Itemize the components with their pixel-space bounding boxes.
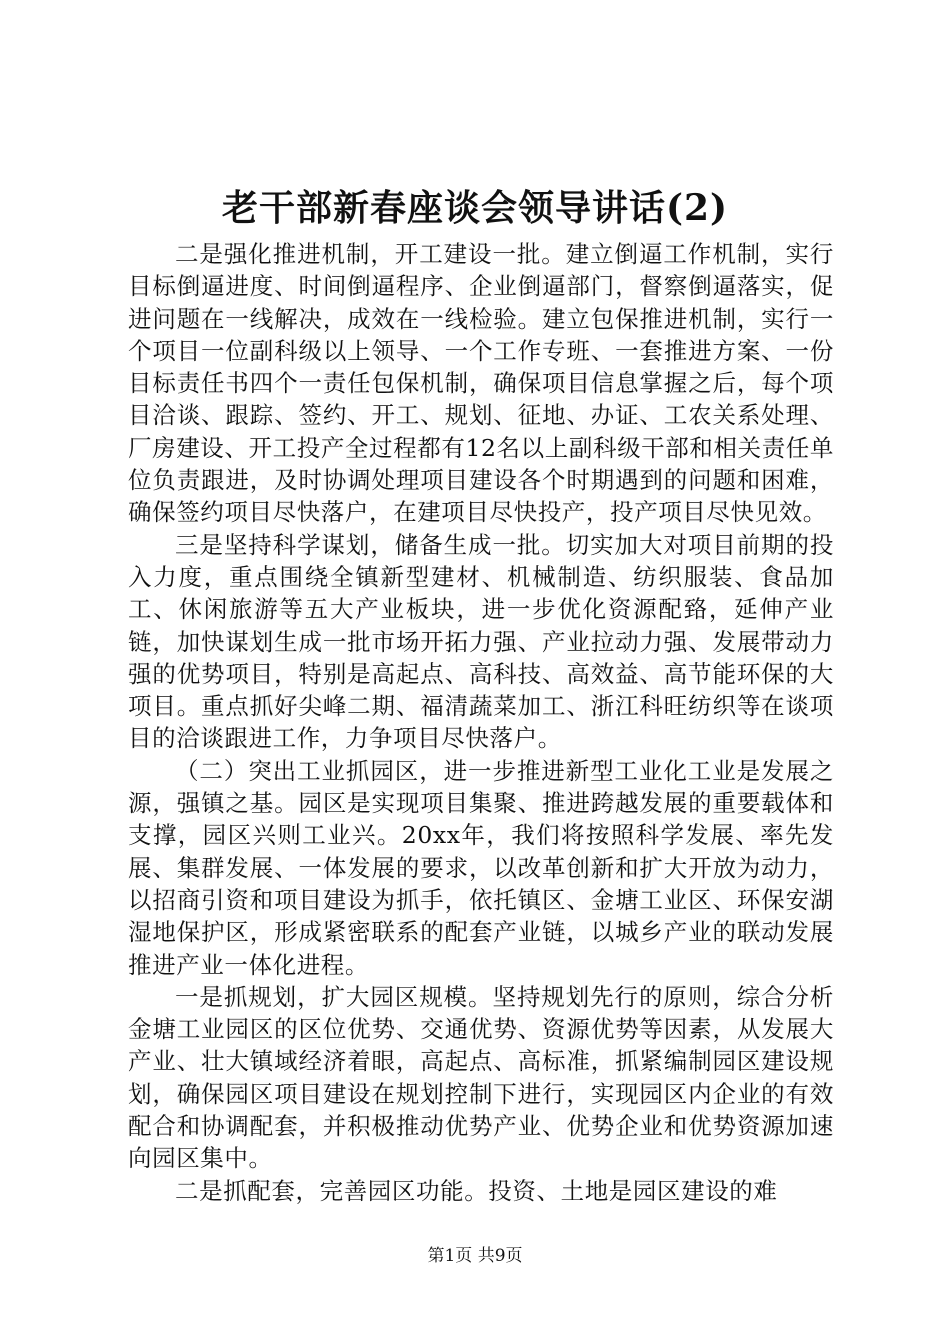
document-title: 老干部新春座谈会领导讲话(2) bbox=[221, 187, 729, 229]
paragraph: 三是坚持科学谋划，储备生成一批。切实加大对项目前期的投入力度，重点围绕全镇新型建材、机械制造、纺织服装、食品加工、休闲旅游等五大产业板块，进一步优化资源配臵，延伸产业链，加快谋划生成一批市场开拓力强、产业拉动力强、发展带动力强的优势项目，特别是高起点、高科技、高效益、高节能环保的大项目。重点抓好尖峰二期、福清蔬菜加工、浙江科旺纺织等在谈项目的洽谈跟进工作，力争项目尽快落户。 bbox=[128, 530, 834, 753]
paragraph: （二）突出工业抓园区，进一步推进新型工业化工业是发展之源，强镇之基。园区是实现项目集聚、推进跨越发展的重要载体和支撑，园区兴则工业兴。20xx年，我们将按照科学发展、率先发展、集群发展、一体发展的要求，以改革创新和扩大开放为动力，以招商引资和项目建设为抓手，依托镇区、金塘工业区、环保安湖湿地保护区，形成紧密联系的配套产业链，以城乡产业的联动发展推进产业一体化进程。 bbox=[128, 756, 834, 979]
document-body bbox=[128, 238, 834, 1207]
page-number-footer: 第1页 共9页 bbox=[427, 1246, 523, 1266]
paragraph: 一是抓规划，扩大园区规模。坚持规划先行的原则，综合分析金塘工业园区的区位优势、交通优势、资源优势等因素，从发展大产业、壮大镇域经济着眼，高起点、高标准，抓紧编制园区建设规划，确保园区项目建设在规划控制下进行，实现园区内企业的有效配合和协调配套，并积极推动优势产业、优势企业和优势资源加速向园区集中。 bbox=[128, 982, 834, 1173]
paragraph: 二是抓配套，完善园区功能。投资、土地是园区建设的难 bbox=[175, 1176, 778, 1205]
paragraph: 二是强化推进机制，开工建设一批。建立倒逼工作机制，实行目标倒逼进度、时间倒逼程序、企业倒逼部门，督察倒逼落实，促进问题在一线解决，成效在一线检验。建立包保推进机制，实行一个项目一位副科级以上领导、一个工作专班、一套推进方案、一份目标责任书四个一责任包保机制，确保项目信息掌握之后，每个项目洽谈、跟踪、签约、开工、规划、征地、办证、工农关系处理、厂房建设、开工投产全过程都有12名以上副科级干部和相关责任单位负责跟进，及时协调处理项目建设各个时期遇到的问题和困难，确保签约项目尽快落户，在建项目尽快投产，投产项目尽快见效。 bbox=[128, 240, 834, 527]
